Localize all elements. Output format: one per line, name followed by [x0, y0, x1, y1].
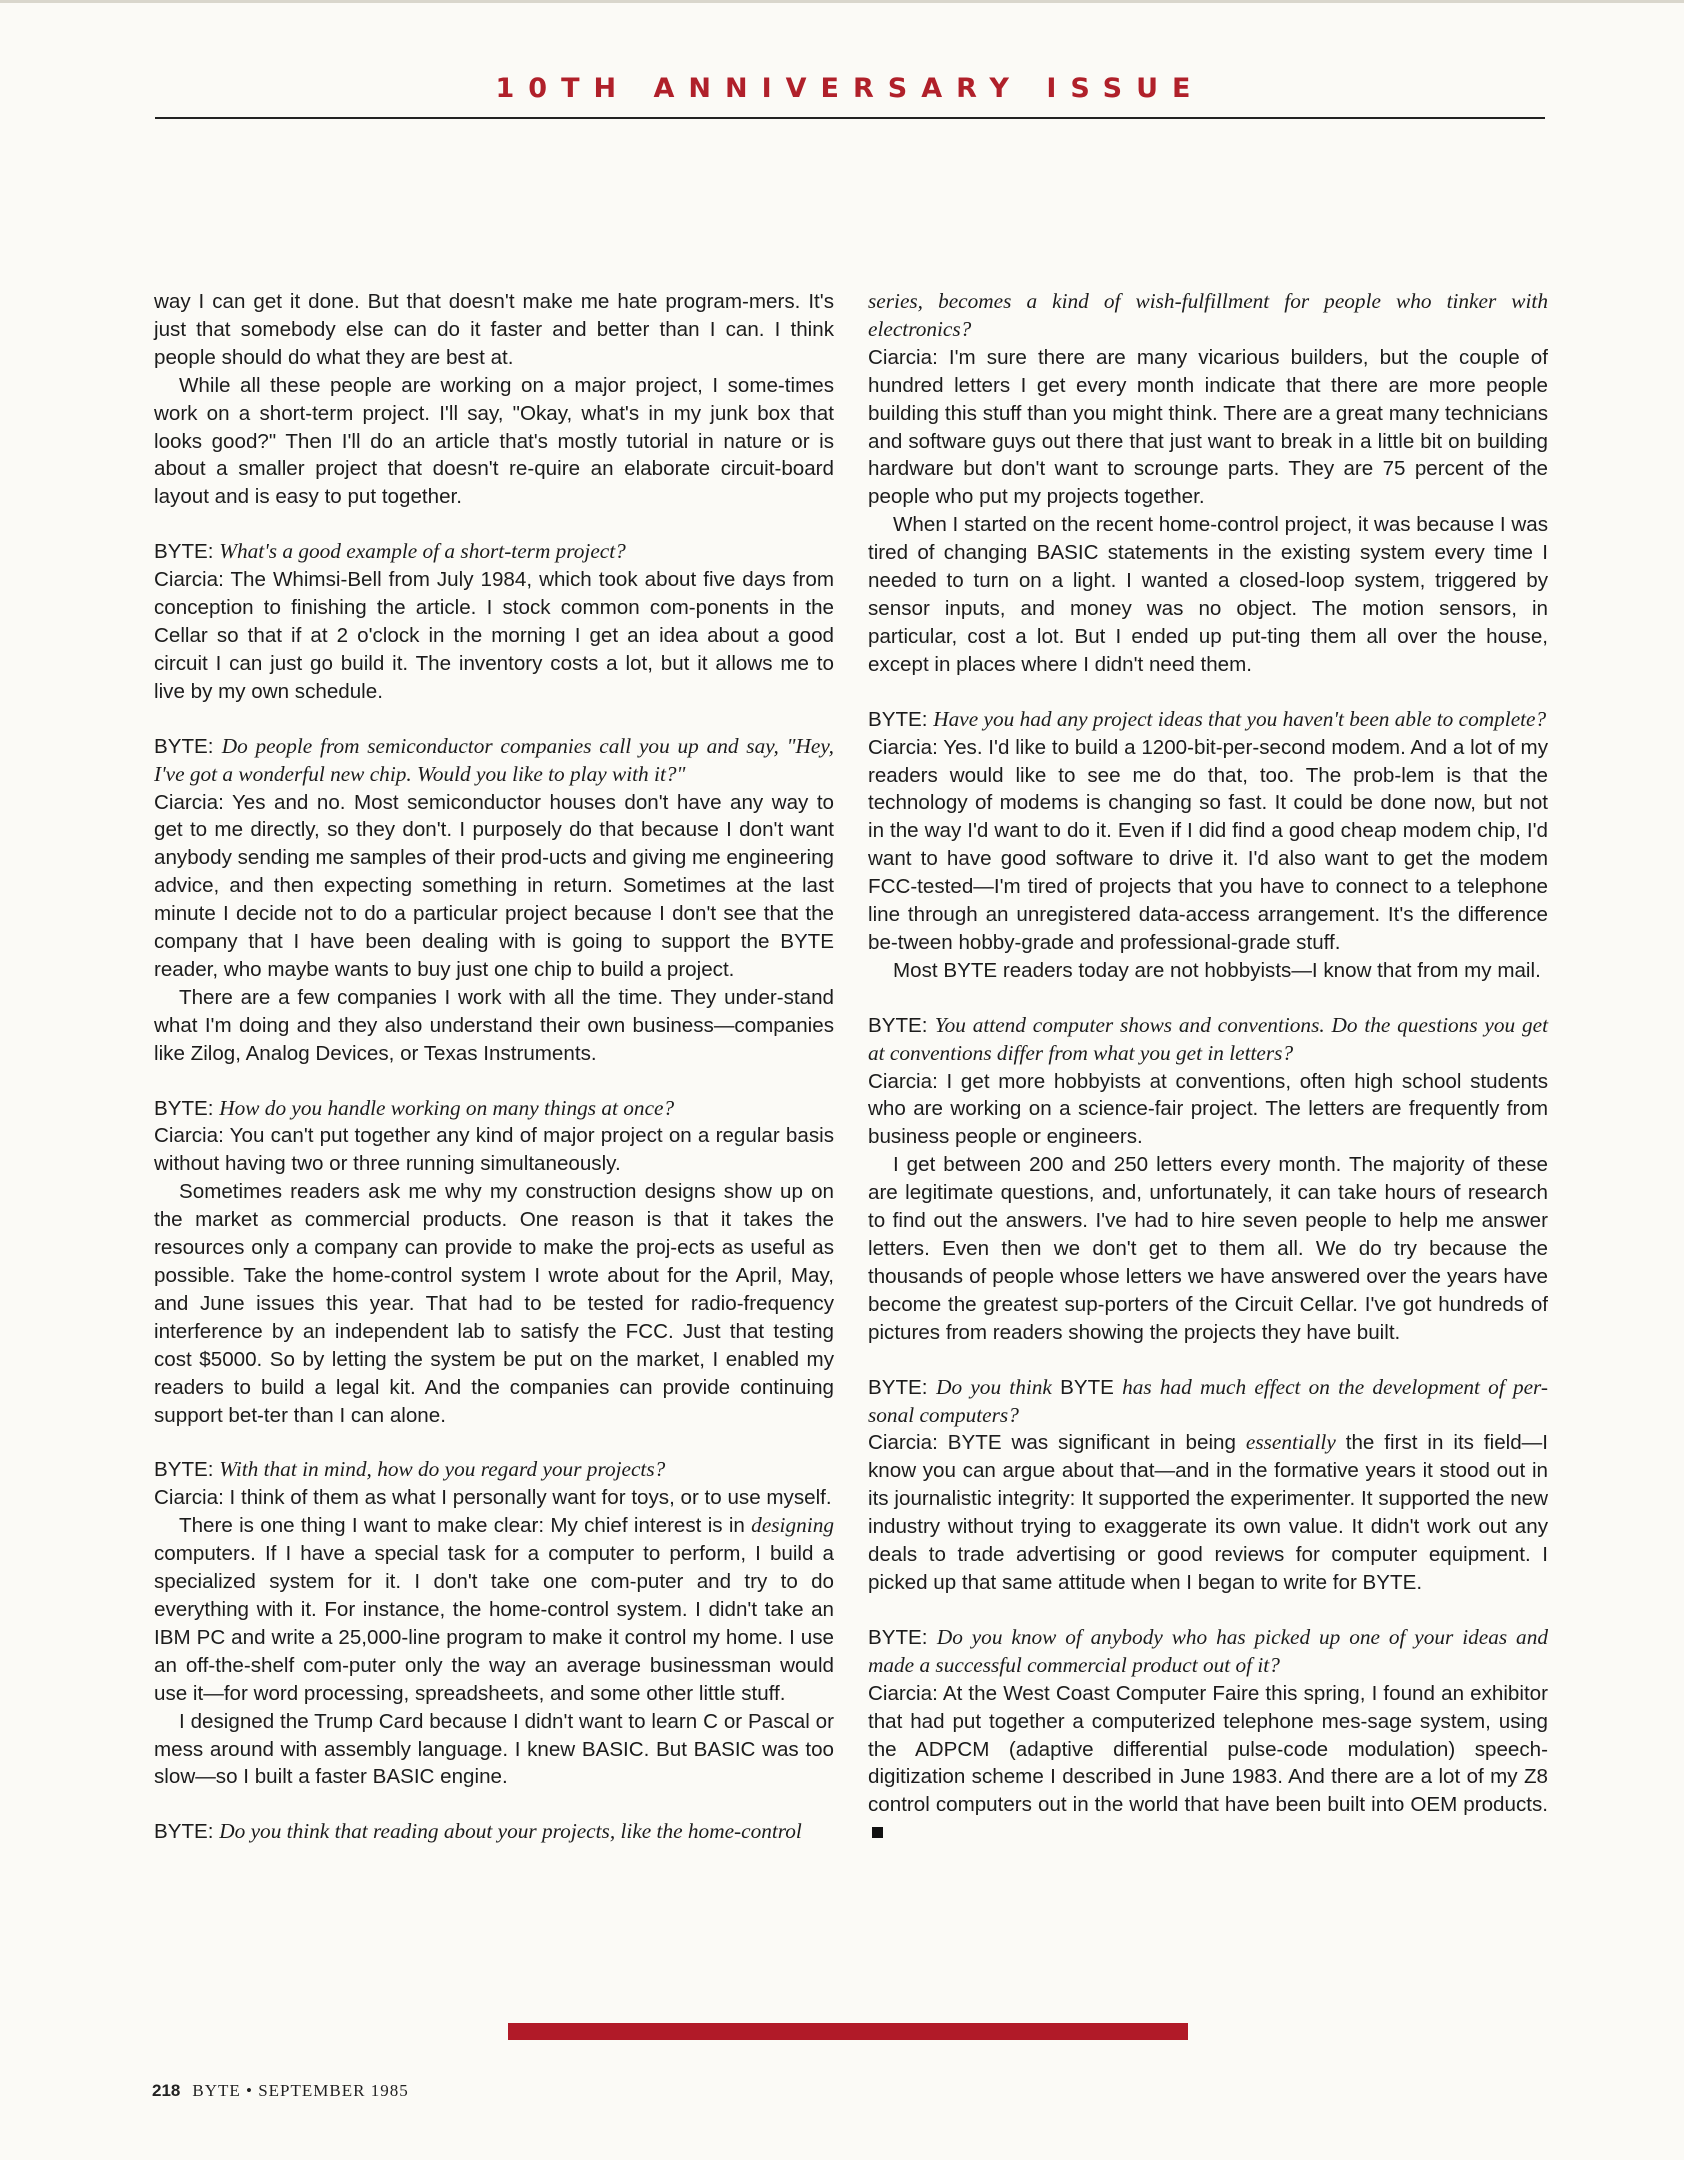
- speaker-label: Ciarcia:: [154, 1486, 224, 1510]
- speaker-label: Ciarcia:: [868, 345, 938, 369]
- interview-question: [154, 1456, 834, 1484]
- paragraph: Most BYTE readers today are not hobbyists—I know that from my mail.: [893, 958, 1541, 982]
- paragraph: When I started on the recent home-control project, it was because I was tired of changing BASIC statements in the existing system every time I needed to turn on a light. I wanted a closed-loop system, triggered by sensor inputs, and money was no object. The motion sensors, in particular, cost a lot. But I ended up put-ting them all over the house, except in places where I didn't need them.: [868, 513, 1548, 676]
- left-column: [154, 288, 834, 1846]
- question-text: With that in mind, how do you regard your projects?: [219, 1457, 666, 1482]
- speaker-label: BYTE:: [154, 1820, 214, 1844]
- interview-question: [868, 1624, 1548, 1680]
- speaker-label: Ciarcia:: [154, 1124, 224, 1148]
- speaker-label: BYTE:: [154, 734, 214, 758]
- answer-text: the first in its field—I know you can argue about that—and in the formative years it stood out in its journalistic integrity: It supported the experimenter. It supported the new industry without trying to exaggerate its own value. It didn't work out any deals to trade advertising or good reviews for computer equipment. I picked up that same attitude when I began to write for BYTE.: [868, 1431, 1548, 1594]
- interview-answer: [154, 1484, 834, 1512]
- interview-question: [154, 538, 834, 566]
- text-run: There is one thing I want to make clear: My chief interest is in: [179, 1514, 752, 1538]
- speaker-label: Ciarcia:: [868, 735, 938, 759]
- emphasis-text: designing: [751, 1513, 834, 1538]
- speaker-label: BYTE:: [154, 540, 214, 564]
- interview-question-continued: [868, 288, 1548, 344]
- interview-question: [154, 1818, 834, 1846]
- interview-answer: [868, 734, 1548, 957]
- interview-answer: [154, 789, 834, 984]
- end-of-article-mark: [872, 1827, 883, 1838]
- question-text: You attend computer shows and conventions. Do the questions you get at conventions differ from what you get in letters?: [868, 1012, 1548, 1065]
- page-number: 218: [152, 2081, 181, 2100]
- answer-text: I think of them as what I personally want for toys, or to use myself.: [229, 1486, 832, 1510]
- answer-text: You can't put together any kind of major project on a regular basis without having two or three running simultaneously.: [154, 1124, 834, 1176]
- speaker-label: Ciarcia:: [868, 1431, 938, 1455]
- speaker-label: BYTE:: [154, 1458, 214, 1482]
- interview-question: [154, 733, 834, 789]
- paragraph: way I can get it done. But that doesn't make me hate program-mers. It's just that somebody else can do it faster and better than I can. I think people should do what they are best at.: [154, 290, 834, 369]
- magazine-name: BYTE: [1060, 1375, 1114, 1399]
- interview-answer: [868, 344, 1548, 511]
- interview-answer: [868, 1680, 1548, 1847]
- question-text: Do you think: [936, 1374, 1061, 1399]
- interview-question: [868, 706, 1548, 734]
- interview-question: [154, 1095, 834, 1123]
- speaker-label: BYTE:: [868, 1013, 928, 1037]
- paragraph: [154, 1512, 834, 1707]
- answer-text: The Whimsi-Bell from July 1984, which took about five days from conception to finishing the article. I stock common com-ponents in the Cellar so that if at 2 o'clock in the morning I get an idea about a good circuit I can just go build it. The inventory costs a lot, but it allows me to live by my own schedule.: [154, 568, 834, 703]
- publication-line: BYTE • SEPTEMBER 1985: [192, 2081, 409, 2100]
- emphasis-text: essentially: [1245, 1430, 1336, 1455]
- speaker-label: Ciarcia:: [868, 1069, 938, 1093]
- paragraph: There are a few companies I work with all the time. They under-stand what I'm doing and they also understand their own business—companies like Zilog, Analog Devices, or Texas Instruments.: [154, 985, 834, 1065]
- question-text: Do you think that reading about your projects, like the home-control: [219, 1819, 802, 1844]
- footer-accent-bar: [508, 2023, 1188, 2040]
- text-run: computers. If I have a special task for a computer to perform, I build a specialized system for it. I don't take one com-puter and try to do everything with it. For instance, the home-control system. I didn't take an IBM PC and write a 25,000-line program to make it control my home. I use an off-the-shelf com-puter only the way an average businessman would use it—for word processing, spreadsheets, and some other little stuff.: [154, 1542, 834, 1705]
- question-text: series, becomes a kind of wish-fulfillment for people who tinker with electronics?: [868, 289, 1548, 341]
- interview-question: [868, 1012, 1548, 1068]
- question-text: has had much effect on the development of per-sonal computers?: [868, 1374, 1548, 1427]
- answer-text: Yes and no. Most semiconductor houses don't have any way to get to me directly, so they don't. I purposely do that because I don't want anybody sending me samples of their prod-ucts and giving me engineering advice, and then expecting something in return. Sometimes at the last minute I decide not to do a particular project because I don't see that the company that I have been dealing with is going to support the BYTE reader, who maybe wants to buy just one chip to build a project.: [154, 790, 834, 981]
- speaker-label: BYTE:: [154, 1096, 214, 1120]
- page-folio: [152, 2081, 409, 2101]
- paragraph: I designed the Trump Card because I didn't want to learn C or Pascal or mess around with assembly language. I knew BASIC. But BASIC was too slow—so I built a faster BASIC engine.: [154, 1709, 834, 1789]
- speaker-label: Ciarcia:: [154, 790, 224, 814]
- answer-text: At the West Coast Computer Faire this spring, I found an exhibitor that had put together a computerized telephone mes-sage system, using the ADPCM (adaptive differential pulse-code modulation) speech-digitization scheme I described in June 1983. And there are a lot of my Z8 control computers out in the world that have been built into OEM products.: [868, 1681, 1548, 1817]
- interview-answer: [154, 1122, 834, 1178]
- speaker-label: BYTE:: [868, 1375, 928, 1399]
- answer-text: I get more hobbyists at conventions, often high school students who are working on a science-fair project. The letters are frequently from business people or engineers.: [868, 1069, 1548, 1149]
- question-text: Do you know of anybody who has picked up one of your ideas and made a successful commercial product out of it?: [868, 1624, 1548, 1677]
- speaker-label: Ciarcia:: [868, 1681, 938, 1705]
- running-head: 10TH ANNIVERSARY ISSUE: [495, 73, 1205, 104]
- paragraph: Sometimes readers ask me why my construction designs show up on the market as commercial products. One reason is that it takes the resources only a company can provide to make the proj-ects as useful as possible. Take the home-control system I wrote about for the April, May, and June issues this year. That had to be tested for radio-frequency interference by an independent lab to satisfy the FCC. Just that testing cost $5000. So by letting the system be put on the market, I enabled my readers to build a legal kit. And the companies can provide continuing support bet-ter than I can alone.: [154, 1180, 834, 1427]
- question-text: How do you handle working on many things at once?: [219, 1095, 675, 1120]
- interview-question: [868, 1374, 1548, 1430]
- answer-text: BYTE was significant in being: [947, 1431, 1246, 1455]
- interview-answer: [868, 1068, 1548, 1152]
- right-column: [868, 288, 1548, 1847]
- interview-answer: [154, 566, 834, 706]
- interview-answer: [868, 1429, 1548, 1596]
- header-rule: [155, 117, 1545, 119]
- page-top-edge: [0, 0, 1684, 3]
- question-text: Do people from semiconductor companies call you up and say, "Hey, I've got a wonderful new chip. Would you like to play with it?": [154, 733, 834, 786]
- paragraph: While all these people are working on a major project, I some-times work on a short-term project. I'll say, "Okay, what's in my junk box that looks good?" Then I'll do an article that's mostly tutorial in nature or is about a smaller project that doesn't re-quire an elaborate circuit-board layout and is easy to put together.: [154, 373, 834, 509]
- speaker-label: BYTE:: [868, 707, 928, 731]
- answer-text: I'm sure there are many vicarious builders, but the couple of hundred letters I get every month indicate that there are more people building this stuff than you might think. There are a great many technicians and software guys out there that just want to break in a little bit on building hardware but don't want to scrounge parts. They are 75 percent of the people who put my projects together.: [868, 345, 1548, 509]
- answer-text: Yes. I'd like to build a 1200-bit-per-second modem. And a lot of my readers would like to see me do that, too. The prob-lem is that the technology of modems is changing so fast. It could be done now, but not in the way I'd want to do it. Even if I did find a good cheap modem chip, I'd want to have good software to drive it. I'd also want to get the modem FCC-tested—I'm tired of projects that you have to connect to a telephone line through an unregistered data-access arrangement. It's the difference be-tween hobby-grade and professional-grade stuff.: [868, 735, 1548, 954]
- question-text: What's a good example of a short-term project?: [219, 539, 626, 564]
- question-text: Have you had any project ideas that you haven't been able to complete?: [933, 706, 1547, 731]
- paragraph: I get between 200 and 250 letters every month. The majority of these are legitimate questions, and, unfortunately, it can take hours of research to find out the answers. I've had to hire seven people to help me answer letters. Even then we don't get to them all. We do try because the thousands of people whose letters we have answered over the years have become the greatest sup-porters of the Circuit Cellar. I've got hundreds of pictures from readers showing the projects they have built.: [868, 1153, 1548, 1344]
- speaker-label: Ciarcia:: [154, 568, 224, 592]
- speaker-label: BYTE:: [868, 1625, 928, 1649]
